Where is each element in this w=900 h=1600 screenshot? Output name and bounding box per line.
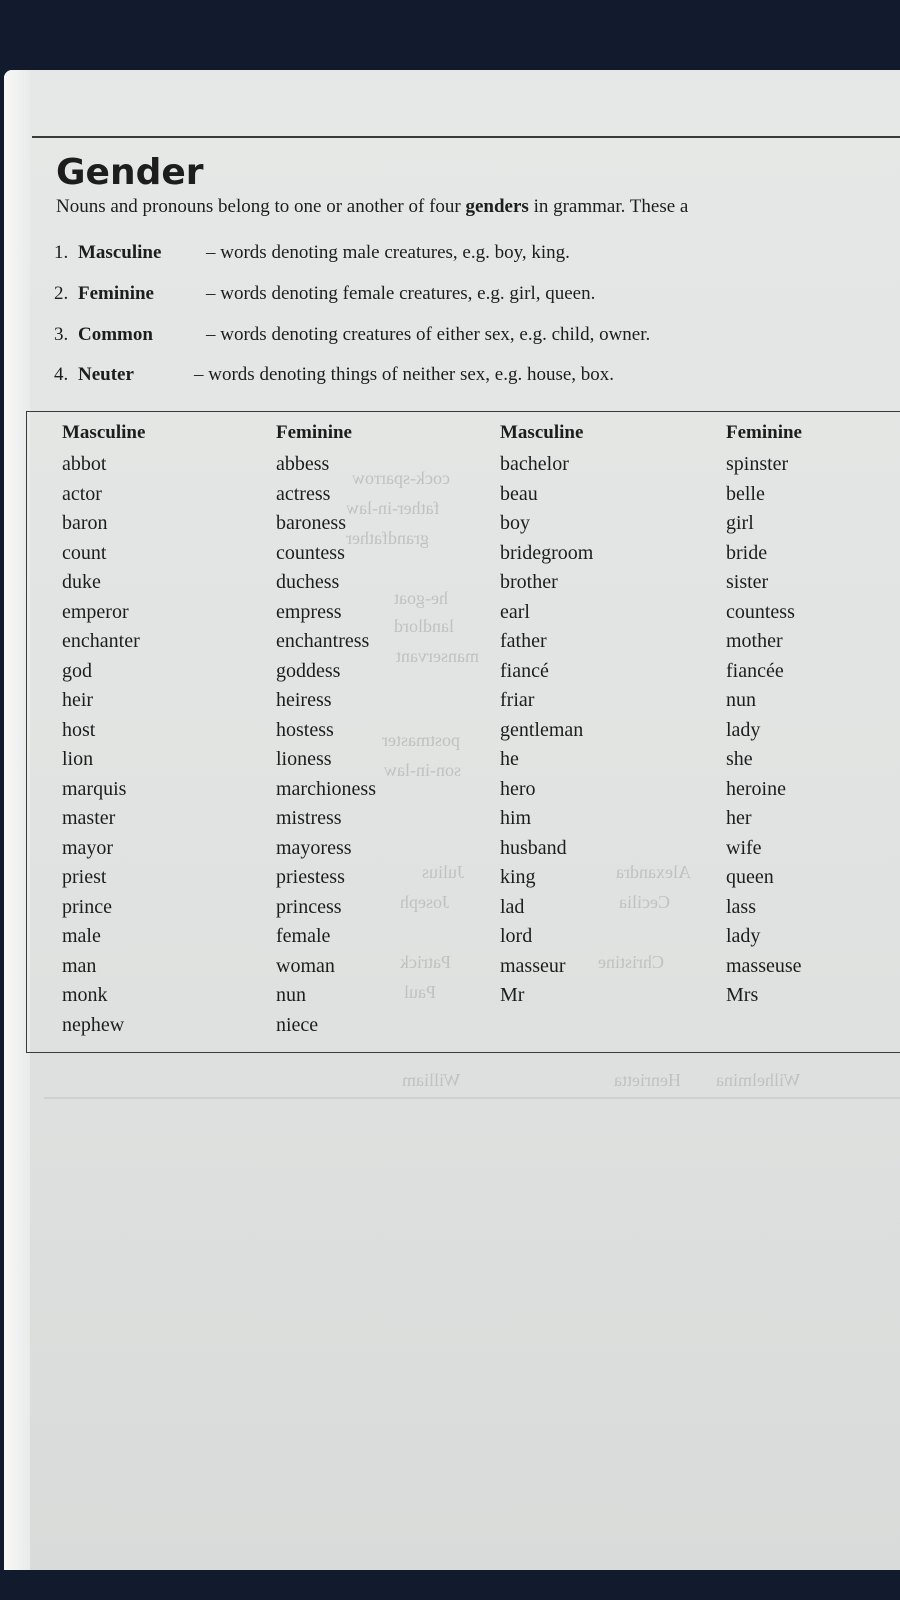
word-item: bachelor — [500, 453, 569, 475]
definition-desc: – words denoting male creatures, e.g. boy, king. — [206, 242, 570, 263]
word-item: boy — [500, 512, 530, 534]
word-item: countess — [276, 541, 345, 564]
intro-paragraph — [56, 196, 900, 218]
word-item: lad — [500, 895, 525, 918]
column-header: Feminine — [276, 422, 352, 443]
word-item: niece — [276, 1013, 319, 1036]
definition-term: Common — [78, 324, 153, 345]
word-item: princess — [276, 895, 342, 918]
word-list — [276, 450, 496, 1040]
definition-item — [54, 364, 615, 386]
word-item: empress — [276, 600, 342, 623]
word-item: prince — [62, 895, 112, 918]
word-item: lass — [726, 895, 756, 918]
bleed-text: Joseph — [400, 892, 449, 912]
word-item: duke — [62, 571, 101, 593]
definition-number: 1. — [54, 242, 69, 263]
page-title: Gender — [56, 152, 204, 193]
bleed-rule — [44, 1097, 900, 1099]
bleed-text: he-goat — [394, 588, 448, 608]
word-item: gentleman — [500, 718, 584, 741]
word-item: heir — [62, 689, 94, 711]
word-item: brother — [500, 571, 558, 593]
bleed-text: Henrietta — [614, 1070, 681, 1090]
bleed-text: Paul — [404, 982, 437, 1002]
word-item: husband — [500, 836, 567, 859]
book-page — [4, 70, 900, 1570]
definition-term: Feminine — [78, 283, 154, 304]
word-item: actress — [276, 482, 331, 505]
word-item: abbess — [276, 453, 330, 475]
bleed-text: postmaster — [382, 730, 460, 750]
word-item: nun — [276, 984, 306, 1006]
word-item: man — [62, 954, 97, 977]
intro-bold-term: genders — [465, 196, 529, 217]
word-item: heroine — [726, 777, 786, 800]
word-item: priestess — [276, 866, 345, 888]
word-item: beau — [500, 482, 538, 505]
word-item: Mrs — [726, 984, 759, 1006]
top-rule — [32, 136, 900, 138]
bleed-text: manservant — [396, 646, 479, 666]
word-item: nun — [726, 689, 756, 711]
intro-text-end: in grammar. These a — [528, 196, 689, 217]
word-item: marchioness — [276, 777, 376, 800]
word-item: nephew — [62, 1013, 125, 1036]
word-item: woman — [276, 954, 335, 977]
word-item: she — [726, 748, 753, 770]
word-item: bride — [726, 541, 768, 564]
bleed-text: Christine — [598, 952, 664, 972]
bleed-text: Wilhelmina — [716, 1070, 801, 1090]
word-item: Mr — [500, 984, 525, 1006]
word-item: host — [62, 718, 96, 741]
definition-number: 3. — [54, 324, 69, 345]
word-item: he — [500, 748, 519, 770]
word-item: belle — [726, 482, 765, 505]
bleed-text: grandfather — [346, 528, 429, 548]
bleed-text: Alexandra — [616, 862, 691, 882]
word-item: masseuse — [726, 954, 802, 977]
definition-desc: – words denoting things of neither sex, e.g. house, box. — [194, 364, 615, 385]
bleed-text: Cecilia — [619, 892, 670, 912]
word-item: queen — [726, 866, 774, 888]
column-header: Feminine — [726, 422, 802, 443]
bleed-text: son-in-law — [384, 760, 461, 780]
word-item: god — [62, 659, 92, 682]
definition-item — [54, 283, 596, 305]
word-item: enchanter — [62, 630, 140, 652]
word-item: mayoress — [276, 836, 352, 859]
word-item: abbot — [62, 453, 107, 475]
definition-number: 2. — [54, 283, 69, 304]
table-column-feminine-2 — [726, 422, 900, 1011]
word-item: baroness — [276, 512, 346, 534]
word-item: master — [62, 807, 116, 829]
word-item: goddess — [276, 659, 341, 682]
word-item: fiancée — [726, 659, 784, 682]
word-item: count — [62, 541, 107, 564]
definition-item — [54, 324, 651, 346]
definition-term: Neuter — [78, 364, 134, 385]
word-item: marquis — [62, 777, 127, 800]
definition-number: 4. — [54, 364, 69, 385]
word-item: monk — [62, 984, 108, 1006]
word-item: him — [500, 807, 532, 829]
column-header: Masculine — [500, 422, 584, 443]
word-item: wife — [726, 836, 762, 859]
word-item: heiress — [276, 689, 332, 711]
table-column-feminine-1 — [276, 422, 496, 1040]
definition-term: Masculine — [78, 242, 162, 263]
word-item: bridegroom — [500, 541, 594, 564]
word-item: mother — [726, 630, 783, 652]
word-item: countess — [726, 600, 795, 623]
intro-text: Nouns and pronouns belong to one or another of four — [56, 196, 466, 217]
definition-desc: – words denoting creatures of either sex, e.g. child, owner. — [206, 324, 651, 345]
word-item: baron — [62, 512, 108, 534]
definition-desc: – words denoting female creatures, e.g. girl, queen. — [206, 283, 596, 304]
word-item: masseur — [500, 954, 566, 977]
bleed-text: William — [402, 1070, 461, 1090]
word-item: hero — [500, 777, 536, 800]
word-item: duchess — [276, 571, 340, 593]
table-column-masculine-2 — [500, 422, 720, 1011]
word-item: lady — [726, 718, 761, 741]
word-item: actor — [62, 482, 102, 505]
word-item: lord — [500, 925, 533, 947]
word-item: enchantress — [276, 630, 370, 652]
word-item: father — [500, 630, 547, 652]
bleed-text: landlord — [394, 616, 454, 636]
word-item: lady — [726, 925, 761, 947]
word-list — [62, 450, 282, 1040]
word-item: priest — [62, 866, 107, 888]
word-item: mayor — [62, 836, 114, 859]
word-item: spinster — [726, 453, 789, 475]
word-item: male — [62, 925, 101, 947]
word-item: girl — [726, 512, 754, 534]
word-item: her — [726, 807, 752, 829]
bleed-text: cock-sparrow — [352, 468, 450, 488]
word-item: emperor — [62, 600, 129, 623]
bleed-text: Julius — [422, 862, 465, 882]
word-item: fiancé — [500, 659, 549, 682]
definition-item — [54, 242, 570, 264]
word-list — [500, 450, 720, 1011]
word-item: king — [500, 866, 536, 888]
column-header: Masculine — [62, 422, 146, 443]
word-item: sister — [726, 571, 769, 593]
word-item: friar — [500, 689, 535, 711]
bleed-text: father-in-law — [346, 498, 440, 518]
word-item: lion — [62, 748, 94, 770]
table-column-masculine-1 — [62, 422, 282, 1040]
bleed-text: Patrick — [400, 952, 451, 972]
word-item: hostess — [276, 718, 334, 741]
word-item: female — [276, 925, 331, 947]
word-item: earl — [500, 600, 530, 623]
word-item: lioness — [276, 748, 332, 770]
word-list — [726, 450, 900, 1011]
word-item: mistress — [276, 807, 342, 829]
